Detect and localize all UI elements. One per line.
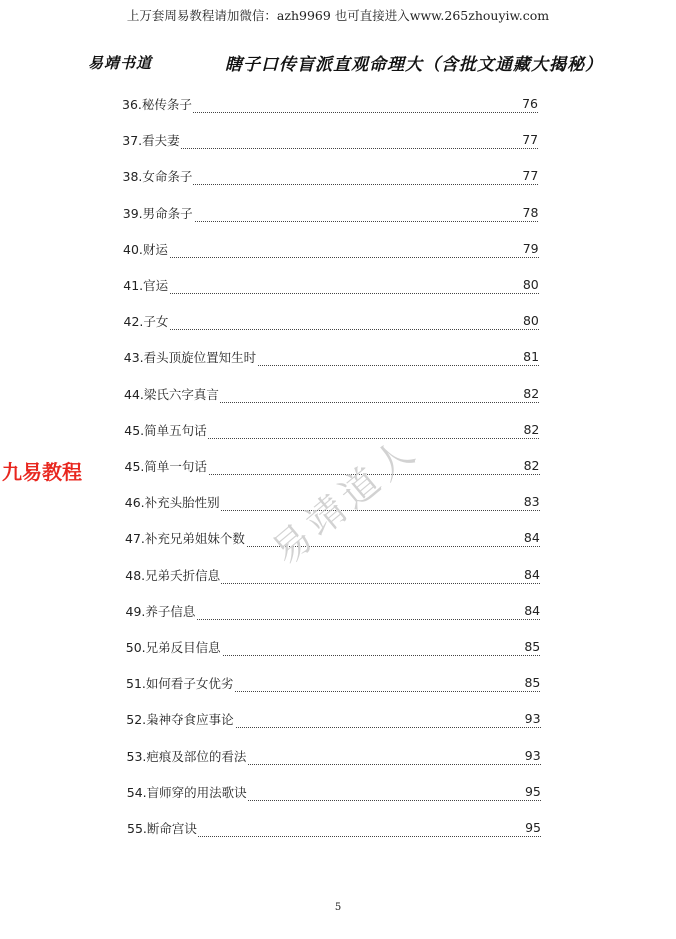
toc-entry-page: 82 bbox=[523, 421, 540, 437]
toc-entry bbox=[126, 601, 541, 623]
toc-entry bbox=[126, 709, 540, 731]
toc-entry-page: 85 bbox=[524, 639, 541, 654]
toc-entry-title: 54.盲师穿的用法歌诀 bbox=[126, 784, 247, 800]
toc-entry-title: 50.兄弟反目信息 bbox=[125, 640, 221, 655]
toc-entry bbox=[126, 673, 540, 695]
toc-entry-page: 95 bbox=[525, 820, 541, 835]
toc-entry-title: 48.兄弟夭折信息 bbox=[125, 567, 221, 583]
toc-entry-page: 80 bbox=[522, 313, 539, 329]
toc-entry bbox=[127, 746, 541, 768]
top-banner: 上万套周易教程请加微信：azh9969 也可直接进入www.265zhouyiw.com bbox=[126, 8, 550, 23]
toc-entry-page: 77 bbox=[522, 132, 539, 148]
toc-entry bbox=[127, 782, 541, 804]
toc-entry-title: 45.简单一句话 bbox=[124, 459, 207, 474]
toc-entry-page: 83 bbox=[523, 494, 540, 510]
toc-leader-dots bbox=[123, 257, 539, 258]
toc-entry-title: 42.子女 bbox=[123, 314, 169, 330]
page-number: 5 bbox=[334, 902, 342, 913]
header-title: 瞎子口传盲派直观命理大（含批文通藏大揭秘） bbox=[225, 55, 603, 75]
toc-entry-page: 84 bbox=[523, 530, 540, 546]
toc-entry-title: 52.枭神夺食应事论 bbox=[126, 712, 234, 728]
toc-leader-dots bbox=[122, 148, 538, 149]
toc-entry-page: 79 bbox=[522, 240, 539, 256]
toc-entry-page: 82 bbox=[523, 385, 540, 401]
toc-entry-title: 41.官运 bbox=[123, 278, 169, 293]
toc-entry-title: 49.养子信息 bbox=[125, 603, 196, 619]
toc-entry-page: 93 bbox=[524, 747, 541, 763]
toc-entry bbox=[124, 420, 539, 442]
page-header bbox=[0, 50, 676, 76]
toc-entry-page: 81 bbox=[523, 349, 540, 365]
toc-entry-page: 93 bbox=[524, 711, 541, 727]
toc-entry-page: 82 bbox=[523, 458, 540, 473]
toc-entry bbox=[123, 275, 539, 297]
toc-entry-page: 84 bbox=[524, 566, 540, 582]
toc-entry bbox=[122, 94, 538, 116]
toc-entry-page: 76 bbox=[522, 96, 538, 111]
toc-entry-title: 37.看夫妻 bbox=[122, 133, 180, 149]
toc-entry-title: 46.补充头胎性别 bbox=[124, 495, 220, 511]
toc-entry-title: 55.断命宫诀 bbox=[127, 821, 197, 836]
toc-entry-title: 43.看头顶旋位置知生时 bbox=[123, 350, 257, 366]
side-watermark: 九易教程 bbox=[2, 460, 82, 484]
toc-entry-title: 47.补充兄弟姐妹个数 bbox=[125, 531, 245, 547]
toc-entry-page: 84 bbox=[524, 602, 541, 618]
toc-entry bbox=[126, 637, 541, 659]
toc-entry bbox=[123, 203, 539, 225]
toc-entry bbox=[123, 239, 539, 261]
toc-entry-title: 38.女命条子 bbox=[122, 169, 193, 185]
toc-entry-title: 45.简单五句话 bbox=[124, 422, 207, 438]
toc-leader-dots bbox=[124, 329, 539, 330]
toc-entry-title: 53.疤痕及部位的看法 bbox=[126, 748, 247, 764]
toc-leader-dots bbox=[123, 293, 539, 294]
toc-entry-page: 78 bbox=[522, 204, 539, 220]
toc-entry-page: 80 bbox=[522, 277, 539, 292]
toc-entry-title: 39.男命条子 bbox=[122, 205, 193, 221]
toc-entry bbox=[124, 311, 539, 333]
toc-entry bbox=[124, 347, 539, 369]
toc-entry bbox=[125, 565, 540, 587]
toc-entry bbox=[127, 818, 541, 840]
toc-entry bbox=[122, 130, 538, 152]
toc-entry bbox=[123, 166, 539, 188]
toc-entry-title: 44.梁氏六字真言 bbox=[124, 386, 219, 402]
toc-entry-title: 36.秘传条子 bbox=[122, 97, 192, 112]
toc-entry-page: 95 bbox=[524, 783, 541, 799]
toc-entry bbox=[124, 384, 539, 406]
toc-entry-title: 51.如何看子女优劣 bbox=[126, 676, 234, 692]
center-watermark: 易靖道人 bbox=[263, 426, 427, 574]
toc-entry-title: 40.财运 bbox=[123, 241, 168, 257]
header-brand: 易靖书道 bbox=[88, 54, 153, 72]
toc-entry-page: 77 bbox=[522, 168, 539, 184]
toc-entry-page: 85 bbox=[524, 675, 541, 691]
